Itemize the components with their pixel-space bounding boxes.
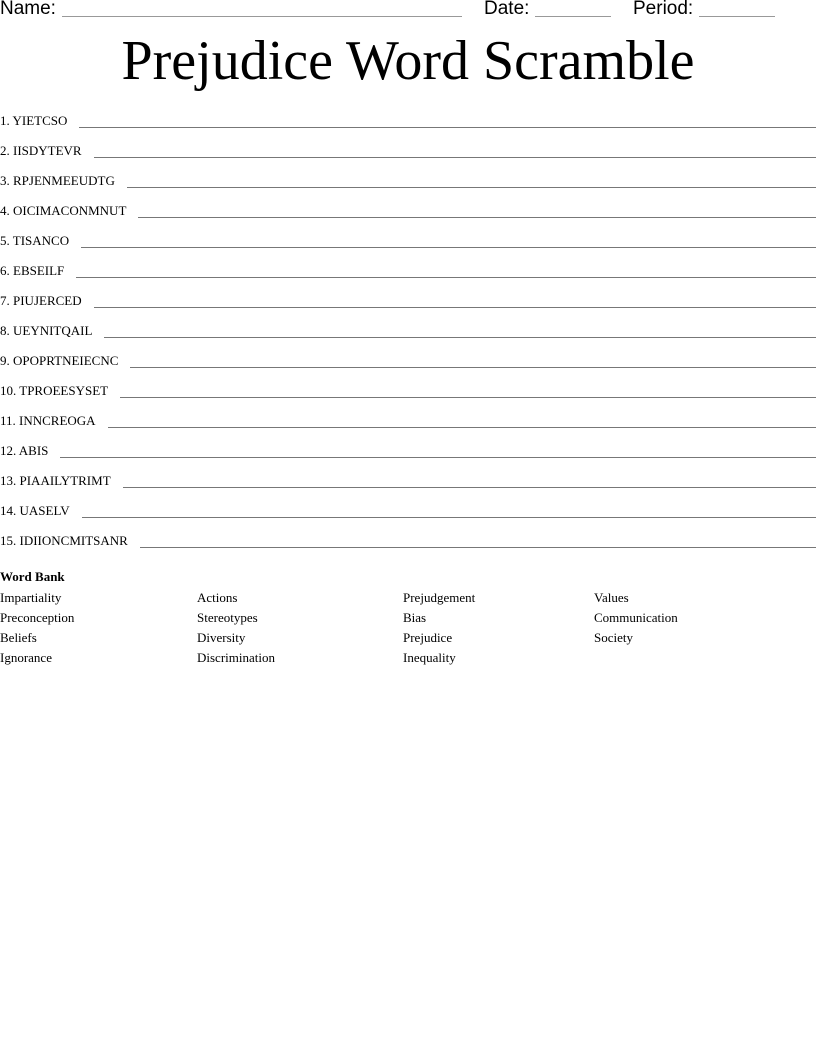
- answer-line[interactable]: [60, 441, 816, 458]
- answer-line[interactable]: [81, 231, 816, 248]
- word-bank-item: Stereotypes: [197, 610, 258, 625]
- scrambled-word: 12. ABIS: [0, 443, 49, 458]
- date-field[interactable]: [535, 0, 611, 17]
- scrambled-word: 4. OICIMACONMNUT: [0, 203, 127, 218]
- scrambled-word: 11. INNCREOGA: [0, 413, 96, 428]
- scrambled-word: 7. PIUJERCED: [0, 293, 82, 308]
- answer-line[interactable]: [138, 201, 816, 218]
- question-row: [0, 171, 816, 201]
- answer-line[interactable]: [140, 531, 816, 548]
- scrambled-word: 15. IDIIONCMITSANR: [0, 533, 128, 548]
- question-row: [0, 351, 816, 381]
- question-row: [0, 321, 816, 351]
- scrambled-word: 1. YIETCSO: [0, 113, 68, 128]
- scrambled-word: 10. TPROEESYSET: [0, 383, 109, 398]
- word-bank-item: Preconception: [0, 610, 75, 625]
- word-bank-item: Values: [594, 590, 629, 605]
- answer-line[interactable]: [108, 411, 816, 428]
- scrambled-word: 3. RPJENMEEUDTG: [0, 173, 115, 188]
- word-bank-item: Beliefs: [0, 630, 37, 645]
- period-field[interactable]: [699, 0, 775, 17]
- scrambled-word: 14. UASELV: [0, 503, 70, 518]
- question-row: [0, 381, 816, 411]
- answer-line[interactable]: [104, 321, 816, 338]
- question-row: [0, 531, 816, 561]
- question-row: [0, 201, 816, 231]
- question-row: [0, 501, 816, 531]
- word-bank: [0, 588, 816, 668]
- word-bank-item: Communication: [594, 610, 678, 625]
- word-bank-item: Prejudgement: [403, 590, 476, 605]
- scrambled-word: 8. UEYNITQAIL: [0, 323, 93, 338]
- date-label: Date:: [484, 0, 530, 19]
- question-row: [0, 411, 816, 441]
- word-bank-item: Actions: [197, 590, 238, 605]
- question-row: [0, 291, 816, 321]
- question-row: [0, 441, 816, 471]
- question-row: [0, 471, 816, 501]
- answer-line[interactable]: [123, 471, 816, 488]
- answer-line[interactable]: [130, 351, 816, 368]
- question-row: [0, 231, 816, 261]
- scrambled-word: 2. IISDYTEVR: [0, 143, 82, 158]
- scrambled-word: 9. OPOPRTNEIECNC: [0, 353, 119, 368]
- word-bank-item: Diversity: [197, 630, 246, 645]
- question-row: [0, 261, 816, 291]
- answer-line[interactable]: [120, 381, 816, 398]
- answer-line[interactable]: [82, 501, 816, 518]
- word-bank-item: Bias: [403, 610, 427, 625]
- answer-line[interactable]: [79, 111, 816, 128]
- answer-line[interactable]: [94, 291, 816, 308]
- worksheet-header: [0, 0, 816, 20]
- word-bank-item: Inequality: [403, 650, 456, 665]
- answer-line[interactable]: [94, 141, 816, 158]
- scrambled-word: 13. PIAAILYTRIMT: [0, 473, 111, 488]
- answer-line[interactable]: [127, 171, 816, 188]
- scrambled-word: 6. EBSEILF: [0, 263, 65, 278]
- question-list: [0, 111, 816, 561]
- question-row: [0, 141, 816, 171]
- name-label: Name:: [0, 0, 56, 19]
- period-label: Period:: [633, 0, 694, 19]
- word-bank-item: Discrimination: [197, 650, 275, 665]
- word-bank-item: Prejudice: [403, 630, 453, 645]
- word-bank-item: Impartiality: [0, 590, 62, 605]
- question-row: [0, 111, 816, 141]
- word-bank-item: Ignorance: [0, 650, 52, 665]
- answer-line[interactable]: [76, 261, 816, 278]
- scrambled-word: 5. TISANCO: [0, 233, 70, 248]
- word-bank-item: Society: [594, 630, 633, 645]
- word-bank-title: Word Bank: [0, 569, 65, 584]
- page-title: Prejudice Word Scramble: [121, 30, 695, 92]
- name-field[interactable]: [62, 0, 462, 17]
